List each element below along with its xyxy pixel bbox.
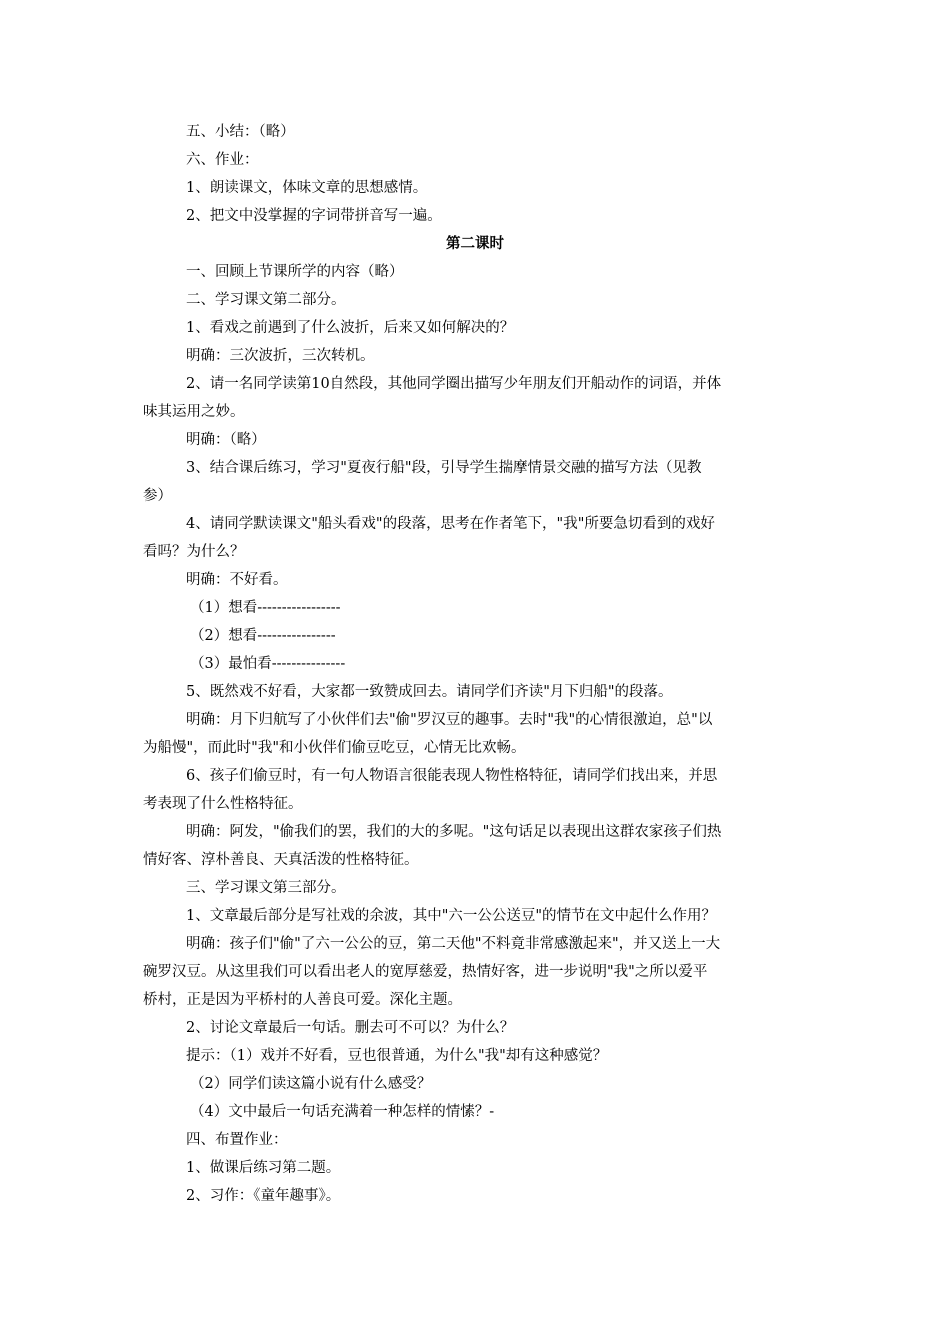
question-continued: 参） (143, 488, 172, 504)
section-homework: 六、作业： (186, 152, 259, 168)
answer-continued: 碗罗汉豆。从这里我们可以看出老人的宽厚慈爱，热情好客，进一步说明"我"之所以爱平 (143, 964, 708, 980)
question: 3、结合课后练习，学习"夏夜行船"段，引导学生揣摩情景交融的描写方法（见教 (186, 460, 702, 476)
hint-item: （4）文中最后一句话充满着一种怎样的情愫？- (190, 1104, 495, 1120)
homework-item: 1、朗读课文，体味文章的思想感情。 (186, 180, 428, 196)
section-heading: 四、布置作业： (186, 1132, 288, 1148)
section-heading: 二、学习课文第二部分。 (186, 292, 346, 308)
list-item: （1）想看----------------- (190, 600, 341, 616)
question: 1、看戏之前遇到了什么波折，后来又如何解决的？ (186, 320, 515, 336)
question: 2、请一名同学读第10自然段，其他同学圈出描写少年朋友们开船动作的词语，并体 (186, 376, 722, 392)
homework-item: 2、把文中没掌握的字词带拼音写一遍。 (186, 208, 442, 224)
question: 4、请同学默读课文"船头看戏"的段落，思考在作者笔下，"我"所要急切看到的戏好 (186, 516, 715, 532)
list-item: （2）想看---------------- (190, 628, 336, 644)
section-summary: 五、小结：（略） (186, 124, 295, 140)
hint-item: （2）同学们读这篇小说有什么感受？ (190, 1076, 432, 1092)
answer: 明确：月下归航写了小伙伴们去"偷"罗汉豆的趣事。去时"我"的心情很激迫，总"以 (186, 712, 713, 728)
lesson-title: 第二课时 (446, 236, 504, 252)
question: 5、既然戏不好看，大家都一致赞成回去。请同学们齐读"月下归船"的段落。 (186, 684, 673, 700)
homework-item: 2、习作：《童年趣事》。 (186, 1188, 341, 1204)
section-heading: 三、学习课文第三部分。 (186, 880, 346, 896)
list-item: （3）最怕看--------------- (190, 656, 346, 672)
answer: 明确：（略） (186, 432, 266, 448)
question: 6、孩子们偷豆时，有一句人物语言很能表现人物性格特征，请同学们找出来，并思 (186, 768, 718, 784)
answer-continued: 桥村，正是因为平桥村的人善良可爱。深化主题。 (143, 992, 462, 1008)
hint: 提示：（1）戏并不好看，豆也很普通，为什么"我"却有这种感觉？ (186, 1048, 608, 1064)
answer: 明确：阿发，"偷我们的罢，我们的大的多呢。"这句话足以表现出这群农家孩子们热 (186, 824, 722, 840)
answer: 明确：三次波折，三次转机。 (186, 348, 375, 364)
homework-item: 1、做课后练习第二题。 (186, 1160, 341, 1176)
answer-continued: 情好客、淳朴善良、天真活泼的性格特征。 (143, 852, 419, 868)
answer: 明确：孩子们"偷"了六一公公的豆，第二天他"不料竟非常感激起来"，并又送上一大 (186, 936, 721, 952)
answer: 明确：不好看。 (186, 572, 288, 588)
question: 1、文章最后部分是写社戏的余波，其中"六一公公送豆"的情节在文中起什么作用？ (186, 908, 717, 924)
answer-continued: 为船慢"，而此时"我"和小伙伴们偷豆吃豆，心情无比欢畅。 (143, 740, 526, 756)
section-heading: 一、回顾上节课所学的内容（略） (186, 264, 404, 280)
question-continued: 看吗？为什么？ (143, 544, 245, 560)
question-continued: 考表现了什么性格特征。 (143, 796, 303, 812)
question-continued: 味其运用之妙。 (143, 404, 245, 420)
question: 2、讨论文章最后一句话。删去可不可以？为什么？ (186, 1020, 515, 1036)
